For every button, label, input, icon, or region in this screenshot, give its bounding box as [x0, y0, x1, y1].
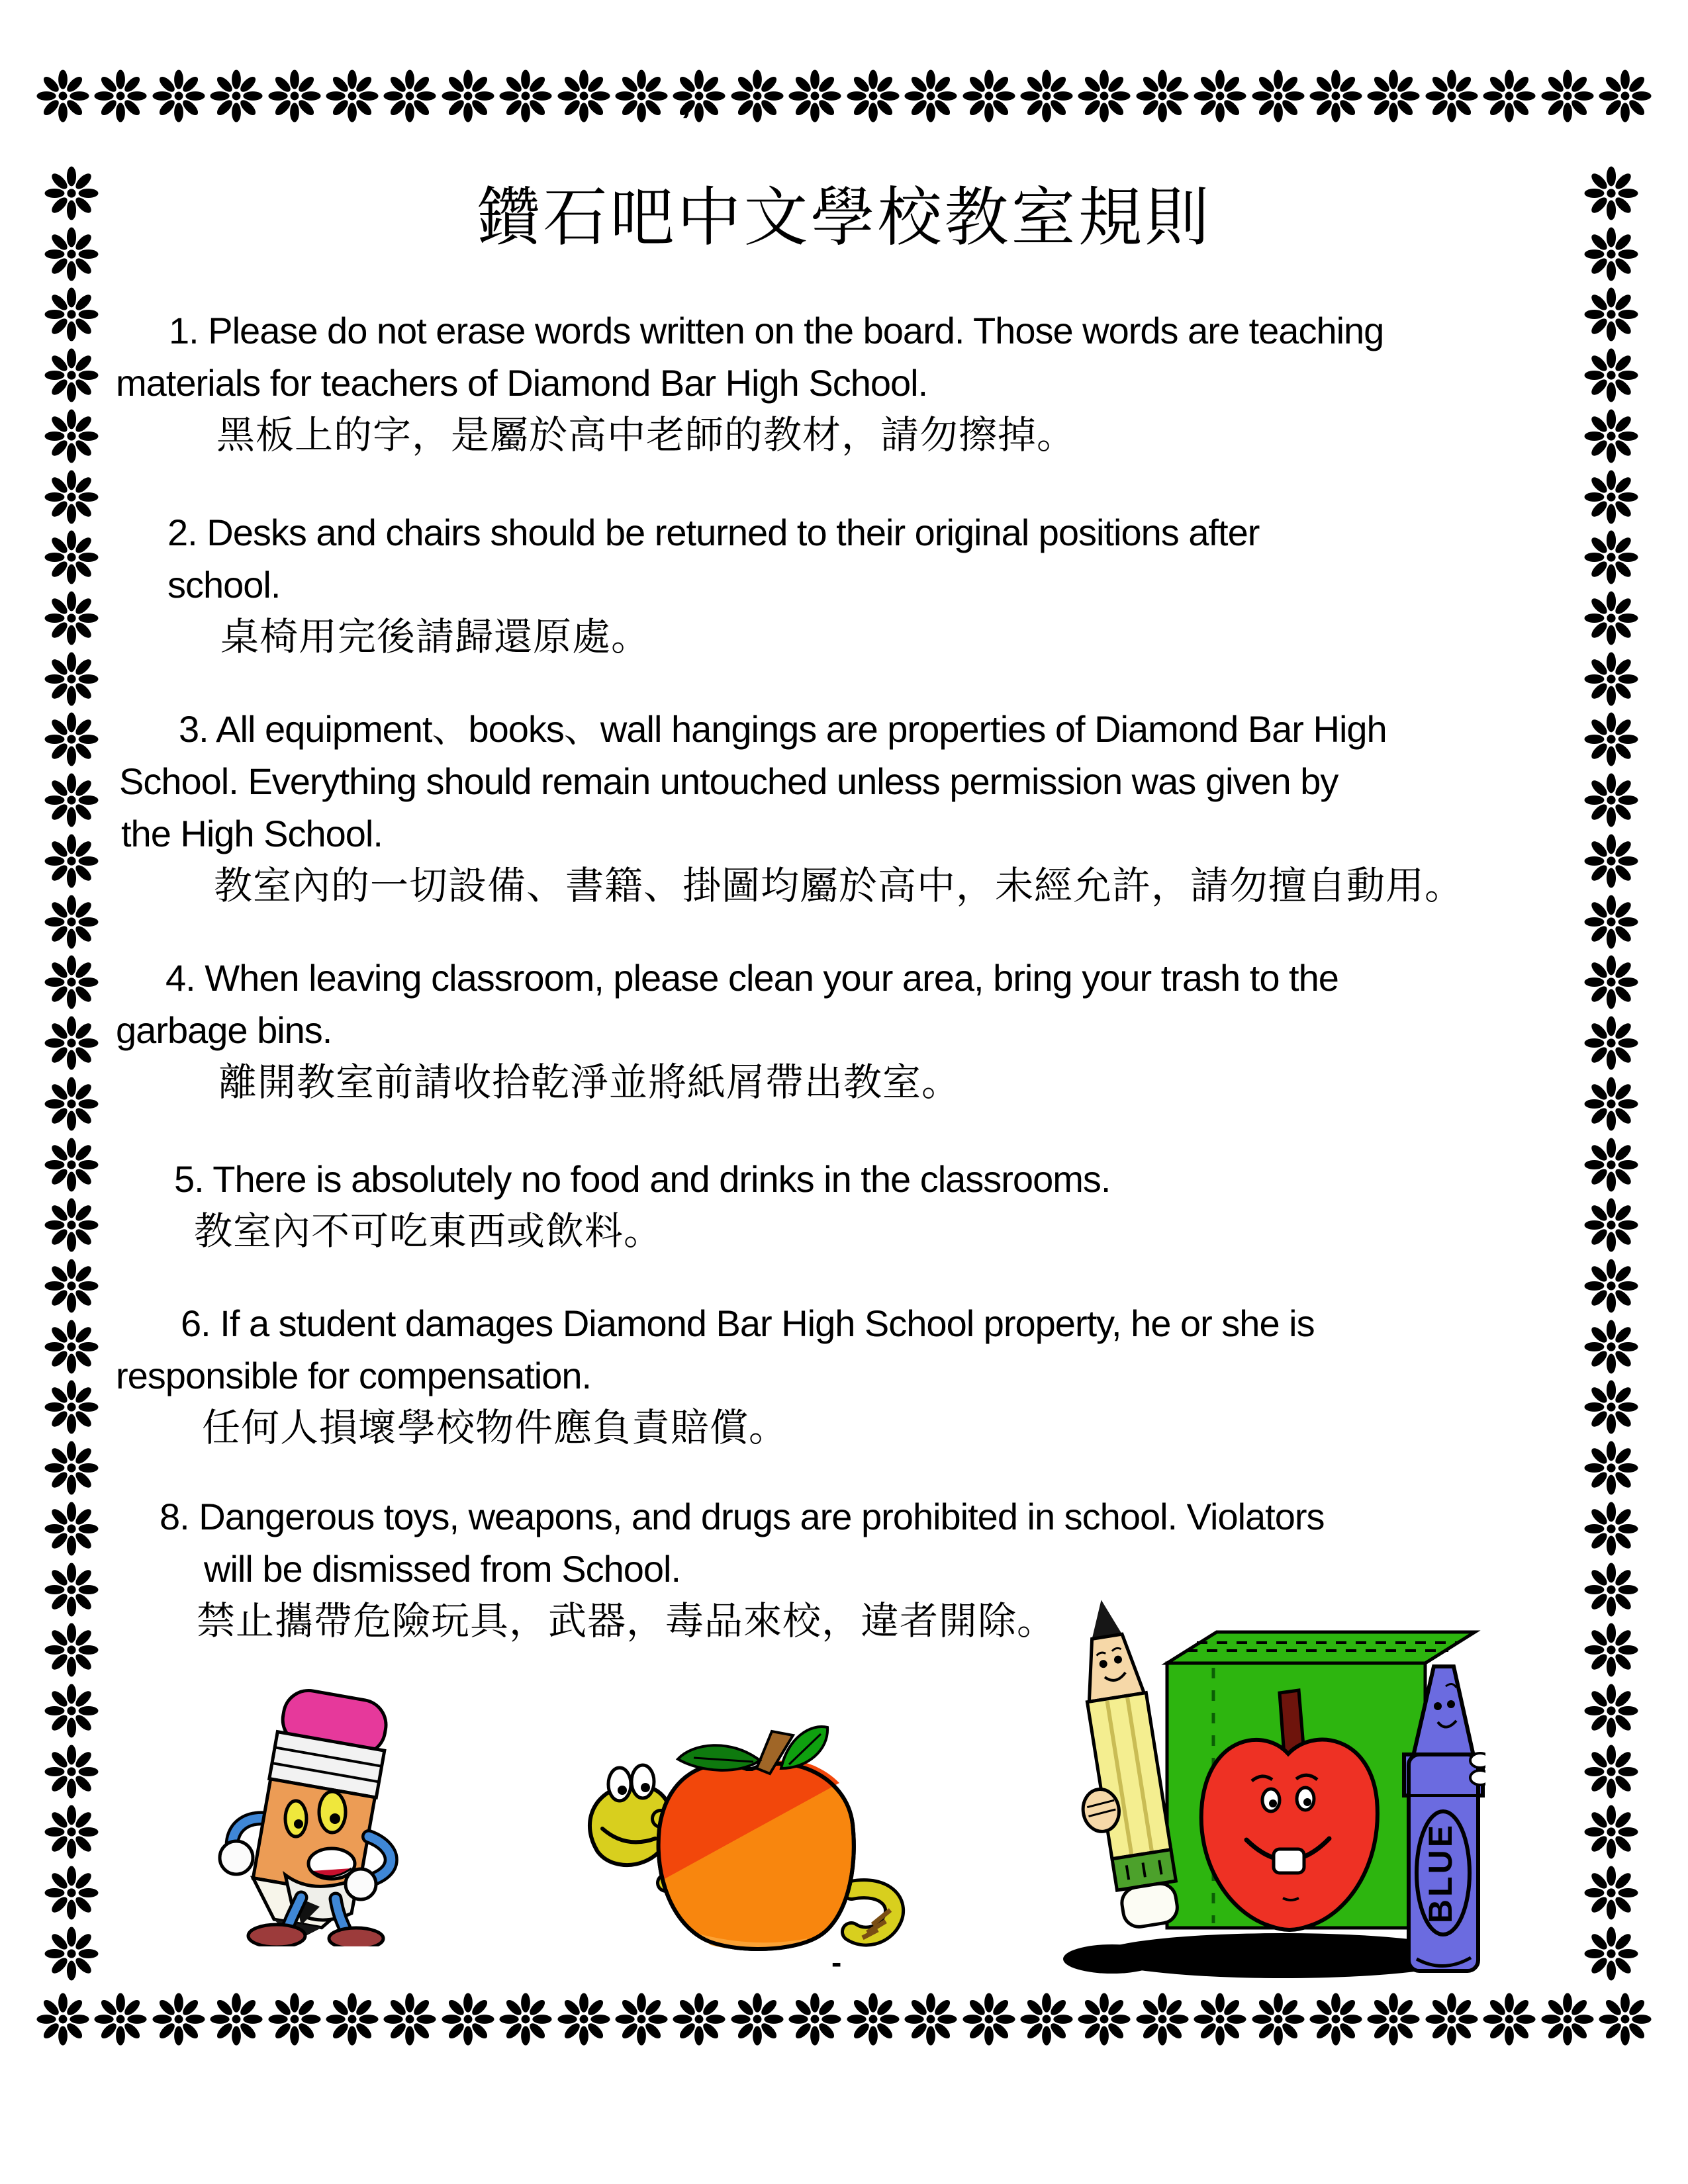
flower-asterisk-icon — [1581, 1743, 1642, 1801]
flower-asterisk-icon — [1423, 1991, 1480, 2048]
flower-asterisk-icon — [41, 710, 102, 768]
flower-asterisk-icon — [1192, 68, 1248, 124]
flower-asterisk-icon — [324, 1991, 381, 2048]
flower-asterisk-icon — [41, 1500, 102, 1558]
flower-asterisk-icon — [1539, 68, 1596, 124]
rule-2-chinese: 桌椅用完後請歸還原處。 — [220, 615, 651, 659]
flower-asterisk-icon — [41, 528, 102, 586]
flower-asterisk-icon — [613, 68, 670, 124]
decorative-border-bottom — [34, 1991, 1654, 2048]
book-pages-top — [1167, 1632, 1475, 1663]
decorative-border-left — [41, 164, 102, 1983]
rule-3-line-3: the High School. — [121, 813, 383, 854]
flower-asterisk-icon — [671, 68, 727, 124]
flower-asterisk-icon — [34, 1991, 91, 2048]
flower-asterisk-icon — [41, 1075, 102, 1133]
rule-1-line-1: 1. Please do not erase words written on the board. Those words are teaching — [169, 310, 1384, 351]
flower-asterisk-icon — [41, 589, 102, 647]
flower-asterisk-icon — [1481, 1991, 1538, 2048]
flower-asterisk-icon — [381, 68, 438, 124]
rule-5 — [116, 1153, 1618, 1257]
flower-asterisk-icon — [902, 1991, 959, 2048]
rule-8-chinese: 禁止攜帶危險玩具，武器，毒品來校，違者開除。 — [197, 1600, 1056, 1643]
flower-asterisk-icon — [41, 1621, 102, 1679]
flower-asterisk-icon — [41, 468, 102, 526]
apple-leaf-right — [781, 1727, 827, 1768]
flower-asterisk-icon — [41, 953, 102, 1011]
flower-asterisk-icon — [1250, 68, 1307, 124]
decorative-border-top — [34, 68, 1654, 124]
flower-asterisk-icon — [41, 1378, 102, 1436]
flower-asterisk-icon — [555, 68, 612, 124]
rule-2 — [116, 506, 1618, 663]
apple-leaf-left — [678, 1745, 760, 1770]
flower-asterisk-icon — [41, 771, 102, 829]
flower-asterisk-icon — [92, 68, 149, 124]
flower-asterisk-icon — [1365, 1991, 1422, 2048]
flower-asterisk-icon — [92, 1991, 149, 2048]
flower-asterisk-icon — [266, 1991, 323, 2048]
flower-asterisk-icon — [41, 650, 102, 708]
flower-asterisk-icon — [440, 1991, 496, 2048]
flower-asterisk-icon — [41, 225, 102, 283]
flower-asterisk-icon — [845, 68, 902, 124]
flower-asterisk-icon — [208, 68, 265, 124]
page-title: 鑽石吧中文學校教室規則 — [476, 181, 1212, 253]
rule-4-line-2: garbage bins. — [116, 1009, 332, 1051]
flower-asterisk-icon — [41, 346, 102, 404]
flower-asterisk-icon — [41, 164, 102, 222]
flower-asterisk-icon — [786, 68, 843, 124]
flower-asterisk-icon — [41, 1014, 102, 1072]
flower-asterisk-icon — [1018, 1991, 1075, 2048]
flower-asterisk-icon — [786, 1991, 843, 2048]
flower-asterisk-icon — [1076, 68, 1133, 124]
flower-asterisk-icon — [555, 1991, 612, 2048]
dancing-pencil-clipart — [195, 1678, 428, 1946]
flower-asterisk-icon — [150, 1991, 207, 2048]
rule-1 — [116, 304, 1618, 461]
rule-1-line-2: materials for teachers of Diamond Bar High School. — [116, 362, 928, 404]
flower-asterisk-icon — [1581, 1925, 1642, 1983]
flower-asterisk-icon — [1250, 1991, 1307, 2048]
flower-asterisk-icon — [1076, 1991, 1133, 2048]
flower-asterisk-icon — [324, 68, 381, 124]
flower-asterisk-icon — [1307, 68, 1364, 124]
flower-asterisk-icon — [41, 1318, 102, 1376]
rule-3-line-1: 3. All equipment、books、wall hangings are properties of Diamond Bar High — [179, 708, 1387, 750]
rule-5-chinese: 教室內不可吃東西或飲料。 — [194, 1210, 663, 1253]
flower-asterisk-icon — [41, 1864, 102, 1922]
rule-4-chinese: 離開教室前請收拾乾淨並將紙屑帶出教室。 — [218, 1061, 961, 1104]
flower-asterisk-icon — [1581, 1682, 1642, 1740]
stray-apostrophe-mark: ’ — [680, 99, 692, 143]
rule-6-chinese: 任何人損壞學校物件應負責賠償。 — [202, 1406, 788, 1449]
flower-asterisk-icon — [1423, 68, 1480, 124]
rule-6-line-1: 6. If a student damages Diamond Bar High School property, he or she is — [181, 1302, 1315, 1344]
flower-asterisk-icon — [902, 68, 959, 124]
flower-asterisk-icon — [1481, 68, 1538, 124]
flower-asterisk-icon — [34, 68, 91, 124]
rule-2-line-2: school. — [167, 564, 281, 606]
rule-3-line-2: School. Everything should remain untouched unless permission was given by — [119, 760, 1338, 802]
flower-asterisk-icon — [1581, 1803, 1642, 1861]
flower-asterisk-icon — [41, 1803, 102, 1861]
flower-asterisk-icon — [41, 407, 102, 465]
rule-5-line-1: 5. There is absolutely no food and drinks in the classrooms. — [174, 1158, 1111, 1200]
flower-asterisk-icon — [671, 1991, 727, 2048]
flower-asterisk-icon — [266, 68, 323, 124]
flower-asterisk-icon — [961, 1991, 1017, 2048]
flower-asterisk-icon — [41, 1136, 102, 1194]
flower-asterisk-icon — [1581, 225, 1642, 283]
flower-asterisk-icon — [497, 68, 554, 124]
rule-2-line-1: 2. Desks and chairs should be returned to their original positions after — [167, 512, 1260, 553]
flower-asterisk-icon — [1581, 164, 1642, 222]
crayon-label-text: BLUE — [1422, 1822, 1460, 1924]
school-supplies-clipart — [1051, 1587, 1485, 1984]
flower-asterisk-icon — [208, 1991, 265, 2048]
flower-asterisk-icon — [41, 1439, 102, 1497]
flower-asterisk-icon — [497, 1991, 554, 2048]
flower-asterisk-icon — [1192, 1991, 1248, 2048]
flower-asterisk-icon — [1018, 68, 1075, 124]
flower-asterisk-icon — [1365, 68, 1422, 124]
flower-asterisk-icon — [1597, 1991, 1654, 2048]
rule-3 — [116, 703, 1618, 912]
rule-1-chinese: 黑板上的字，是屬於高中老師的教材，請勿擦掉。 — [216, 414, 1076, 457]
rule-3-chinese: 教室內的一切設備、書籍、掛圖均屬於高中，未經允許，請勿擅自動用。 — [214, 864, 1464, 907]
rule-6-line-2: responsible for compensation. — [116, 1355, 592, 1396]
apple-with-worm-clipart — [561, 1719, 924, 1956]
flower-asterisk-icon — [41, 1682, 102, 1740]
rule-8-line-2: will be dismissed from School. — [204, 1548, 681, 1590]
flower-asterisk-icon — [1307, 1991, 1364, 2048]
flower-asterisk-icon — [41, 1925, 102, 1983]
flower-asterisk-icon — [613, 1991, 670, 2048]
flower-asterisk-icon — [41, 893, 102, 951]
flower-asterisk-icon — [729, 1991, 786, 2048]
flower-asterisk-icon — [150, 68, 207, 124]
rule-4-line-1: 4. When leaving classroom, please clean your area, bring your trash to the — [165, 957, 1338, 999]
flower-asterisk-icon — [1581, 1864, 1642, 1922]
flower-asterisk-icon — [41, 1257, 102, 1315]
rule-4 — [116, 952, 1618, 1109]
flower-asterisk-icon — [1539, 1991, 1596, 2048]
flower-asterisk-icon — [1134, 1991, 1191, 2048]
rule-8-line-1: 8. Dangerous toys, weapons, and drugs are prohibited in school. Violators — [160, 1496, 1325, 1537]
flower-asterisk-icon — [41, 1743, 102, 1801]
flower-asterisk-icon — [729, 68, 786, 124]
flower-asterisk-icon — [381, 1991, 438, 2048]
flower-asterisk-icon — [440, 68, 496, 124]
stray-dash-mark: - — [831, 1945, 842, 1979]
flower-asterisk-icon — [41, 1561, 102, 1619]
flower-asterisk-icon — [1597, 68, 1654, 124]
rule-6 — [116, 1297, 1618, 1454]
flower-asterisk-icon — [1134, 68, 1191, 124]
flower-asterisk-icon — [41, 285, 102, 343]
flower-asterisk-icon — [41, 832, 102, 890]
yellow-pencil — [1051, 1595, 1182, 1933]
flower-asterisk-icon — [41, 1196, 102, 1254]
flower-asterisk-icon — [845, 1991, 902, 2048]
flower-asterisk-icon — [961, 68, 1017, 124]
